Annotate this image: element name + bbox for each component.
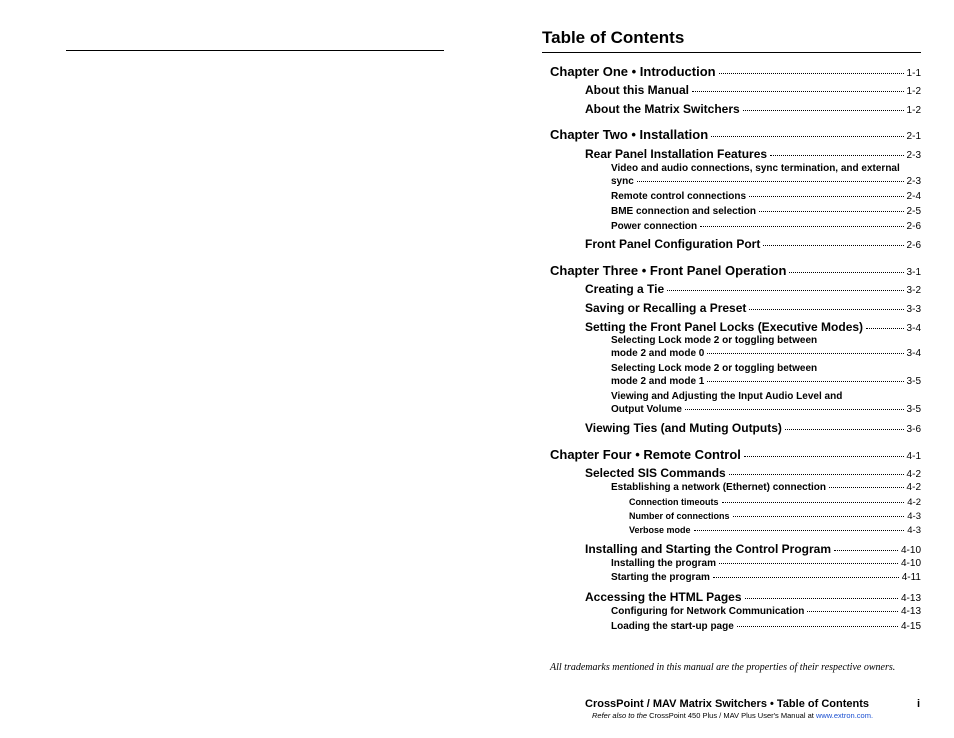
toc-subsection[interactable] bbox=[611, 176, 921, 187]
toc-subsection-line[interactable]: Video and audio connections, sync termination, and external bbox=[611, 163, 900, 174]
toc-chapter-one[interactable] bbox=[550, 64, 921, 79]
dot-leader bbox=[749, 309, 903, 310]
dot-leader bbox=[743, 110, 904, 111]
toc-page-number: 4-2 bbox=[907, 497, 921, 508]
toc-subsection[interactable] bbox=[611, 621, 921, 632]
toc-subsection[interactable] bbox=[611, 376, 921, 387]
toc-subsection[interactable] bbox=[611, 206, 921, 217]
toc-entry-label: Accessing the HTML Pages bbox=[585, 590, 742, 604]
dot-leader bbox=[685, 409, 904, 410]
toc-entry-label: Rear Panel Installation Features bbox=[585, 147, 768, 161]
toc-page-number: 1-2 bbox=[906, 86, 921, 97]
dot-leader bbox=[733, 516, 905, 517]
toc-entry-label: Saving or Recalling a Preset bbox=[585, 301, 747, 315]
toc-subsubsection[interactable] bbox=[629, 497, 921, 508]
toc-subsection[interactable] bbox=[611, 482, 921, 493]
dot-leader bbox=[713, 577, 899, 578]
toc-section[interactable] bbox=[585, 301, 921, 315]
toc-page-number: 3-6 bbox=[906, 424, 921, 435]
page-title: Table of Contents bbox=[542, 28, 685, 47]
toc-page-number: 2-6 bbox=[906, 221, 921, 232]
toc-chapter-three[interactable] bbox=[550, 263, 921, 278]
toc-subsection[interactable] bbox=[611, 606, 921, 617]
toc-page-number: 3-5 bbox=[906, 376, 921, 387]
toc-section[interactable] bbox=[585, 237, 921, 251]
toc-page-number: 4-1 bbox=[906, 451, 921, 462]
toc-subsection[interactable] bbox=[611, 404, 921, 415]
dot-leader bbox=[637, 181, 904, 182]
toc-page-number: 2-4 bbox=[906, 191, 921, 202]
dot-leader bbox=[829, 487, 904, 488]
toc-page-number: 2-1 bbox=[906, 131, 921, 142]
dot-leader bbox=[722, 502, 905, 503]
toc-entry-label: sync bbox=[611, 176, 634, 187]
toc-page-number: 4-3 bbox=[907, 511, 921, 522]
toc-entry-label: mode 2 and mode 1 bbox=[611, 376, 705, 387]
toc-entry-label: Output Volume bbox=[611, 404, 682, 415]
toc-page-number: 4-10 bbox=[900, 558, 921, 569]
toc-section[interactable] bbox=[585, 542, 921, 556]
trademark-note: All trademarks mentioned in this manual are the properties of their respective owners. bbox=[550, 662, 896, 673]
toc-page-number: 2-6 bbox=[906, 240, 921, 251]
toc-page-number: 1-2 bbox=[906, 105, 921, 116]
toc-entry-label: Chapter Two • Installation bbox=[550, 127, 709, 142]
toc-entry-label: Front Panel Configuration Port bbox=[585, 237, 761, 251]
dot-leader bbox=[737, 626, 898, 627]
toc-page-number: 4-2 bbox=[906, 482, 921, 493]
footer-note-at: at bbox=[807, 711, 814, 720]
dot-leader bbox=[700, 226, 903, 227]
toc-entry-label: Connection timeouts bbox=[629, 497, 719, 507]
toc-page-number: 3-1 bbox=[906, 267, 921, 278]
toc-section[interactable] bbox=[585, 320, 921, 334]
toc-page-number: 2-5 bbox=[906, 206, 921, 217]
toc-section[interactable] bbox=[585, 466, 921, 480]
toc-page-number: 4-13 bbox=[900, 606, 921, 617]
left-page-rule bbox=[66, 50, 444, 51]
toc-page-number: 3-2 bbox=[906, 285, 921, 296]
toc-subsubsection[interactable] bbox=[629, 511, 921, 522]
toc-section[interactable] bbox=[585, 590, 921, 604]
toc-entry-label: Chapter Four • Remote Control bbox=[550, 447, 741, 462]
footer-note bbox=[592, 711, 873, 720]
toc-entry-label: About the Matrix Switchers bbox=[585, 102, 740, 116]
toc-section[interactable] bbox=[585, 102, 921, 116]
toc-section[interactable] bbox=[585, 421, 921, 435]
toc-entry-label: Power connection bbox=[611, 221, 698, 232]
toc-chapter-four[interactable] bbox=[550, 447, 921, 462]
dot-leader bbox=[789, 272, 903, 273]
dot-leader bbox=[749, 196, 904, 197]
toc-entry-label: Verbose mode bbox=[629, 525, 691, 535]
toc-subsubsection[interactable] bbox=[629, 525, 921, 536]
toc-entry-label: Chapter Three • Front Panel Operation bbox=[550, 263, 787, 278]
toc-entry-label: Installing and Starting the Control Program bbox=[585, 542, 832, 556]
toc-page-number: 4-2 bbox=[906, 469, 921, 480]
toc-entry-label: Viewing Ties (and Muting Outputs) bbox=[585, 421, 782, 435]
toc-entry-label: Setting the Front Panel Locks (Executive Modes) bbox=[585, 320, 864, 334]
extron-link[interactable]: www.extron.com. bbox=[815, 711, 874, 720]
toc-page-number: 3-4 bbox=[906, 348, 921, 359]
toc-page-number: 4-11 bbox=[901, 572, 921, 583]
toc-page-number: 3-4 bbox=[906, 323, 921, 334]
toc-page-number: 3-5 bbox=[906, 404, 921, 415]
dot-leader bbox=[807, 611, 898, 612]
toc-entry-label: Installing the program bbox=[611, 558, 717, 569]
toc-page-number: 4-10 bbox=[900, 545, 921, 556]
toc-chapter-two[interactable] bbox=[550, 127, 921, 142]
dot-leader bbox=[719, 563, 898, 564]
toc-subsection-line[interactable]: Selecting Lock mode 2 or toggling between bbox=[611, 335, 818, 346]
toc-subsection[interactable] bbox=[611, 191, 921, 202]
toc-section[interactable] bbox=[585, 83, 921, 97]
dot-leader bbox=[707, 353, 903, 354]
footer-page-number: i bbox=[917, 698, 921, 710]
dot-leader bbox=[711, 136, 903, 137]
dot-leader bbox=[667, 290, 903, 291]
dot-leader bbox=[759, 211, 904, 212]
dot-leader bbox=[770, 155, 903, 156]
dot-leader bbox=[834, 550, 898, 551]
dot-leader bbox=[745, 598, 898, 599]
toc-entry-label: Creating a Tie bbox=[585, 282, 665, 296]
dot-leader bbox=[719, 73, 904, 74]
dot-leader bbox=[692, 91, 904, 92]
toc-entry-label: Number of connections bbox=[629, 511, 730, 521]
footer-title: CrossPoint / MAV Matrix Switchers • Table of Contents bbox=[585, 698, 869, 710]
toc-entry-label: About this Manual bbox=[585, 83, 689, 97]
footer-note-prefix: Refer also to the bbox=[592, 711, 648, 720]
dot-leader bbox=[694, 530, 905, 531]
toc-page-number: 4-13 bbox=[900, 593, 921, 604]
toc-entry-label: Establishing a network (Ethernet) connection bbox=[611, 482, 827, 493]
toc-page-number: 4-15 bbox=[900, 621, 921, 632]
toc-entry-label: Chapter One • Introduction bbox=[550, 64, 716, 79]
toc-page-number: 1-1 bbox=[906, 68, 921, 79]
footer-note-manual: CrossPoint 450 Plus / MAV Plus User's Manual bbox=[649, 711, 806, 720]
toc-subsection[interactable] bbox=[611, 558, 921, 569]
toc-entry-label: Loading the start-up page bbox=[611, 621, 734, 632]
toc-section[interactable] bbox=[585, 147, 921, 161]
toc-entry-label: BME connection and selection bbox=[611, 206, 757, 217]
toc-page-number: 3-3 bbox=[906, 304, 921, 315]
toc-subsection-line[interactable]: Selecting Lock mode 2 or toggling between bbox=[611, 363, 818, 374]
toc-page-number: 2-3 bbox=[906, 176, 921, 187]
toc-subsection-line[interactable]: Viewing and Adjusting the Input Audio Level and bbox=[611, 391, 843, 402]
toc-entry-label: Remote control connections bbox=[611, 191, 747, 202]
toc-page-number: 2-3 bbox=[906, 150, 921, 161]
toc-entry-label: Starting the program bbox=[611, 572, 710, 583]
toc-subsection[interactable] bbox=[611, 221, 921, 232]
toc-subsection[interactable] bbox=[611, 348, 921, 359]
title-rule bbox=[542, 52, 921, 53]
dot-leader bbox=[744, 456, 904, 457]
toc-entry-label: mode 2 and mode 0 bbox=[611, 348, 705, 359]
dot-leader bbox=[866, 328, 903, 329]
dot-leader bbox=[785, 429, 904, 430]
toc-page-number: 4-3 bbox=[907, 525, 921, 536]
toc-subsection[interactable] bbox=[611, 572, 921, 583]
toc-section[interactable] bbox=[585, 282, 921, 296]
toc-entry-label: Selected SIS Commands bbox=[585, 466, 726, 480]
toc-entry-label: Configuring for Network Communication bbox=[611, 606, 805, 617]
dot-leader bbox=[707, 381, 903, 382]
dot-leader bbox=[763, 245, 903, 246]
dot-leader bbox=[729, 474, 904, 475]
